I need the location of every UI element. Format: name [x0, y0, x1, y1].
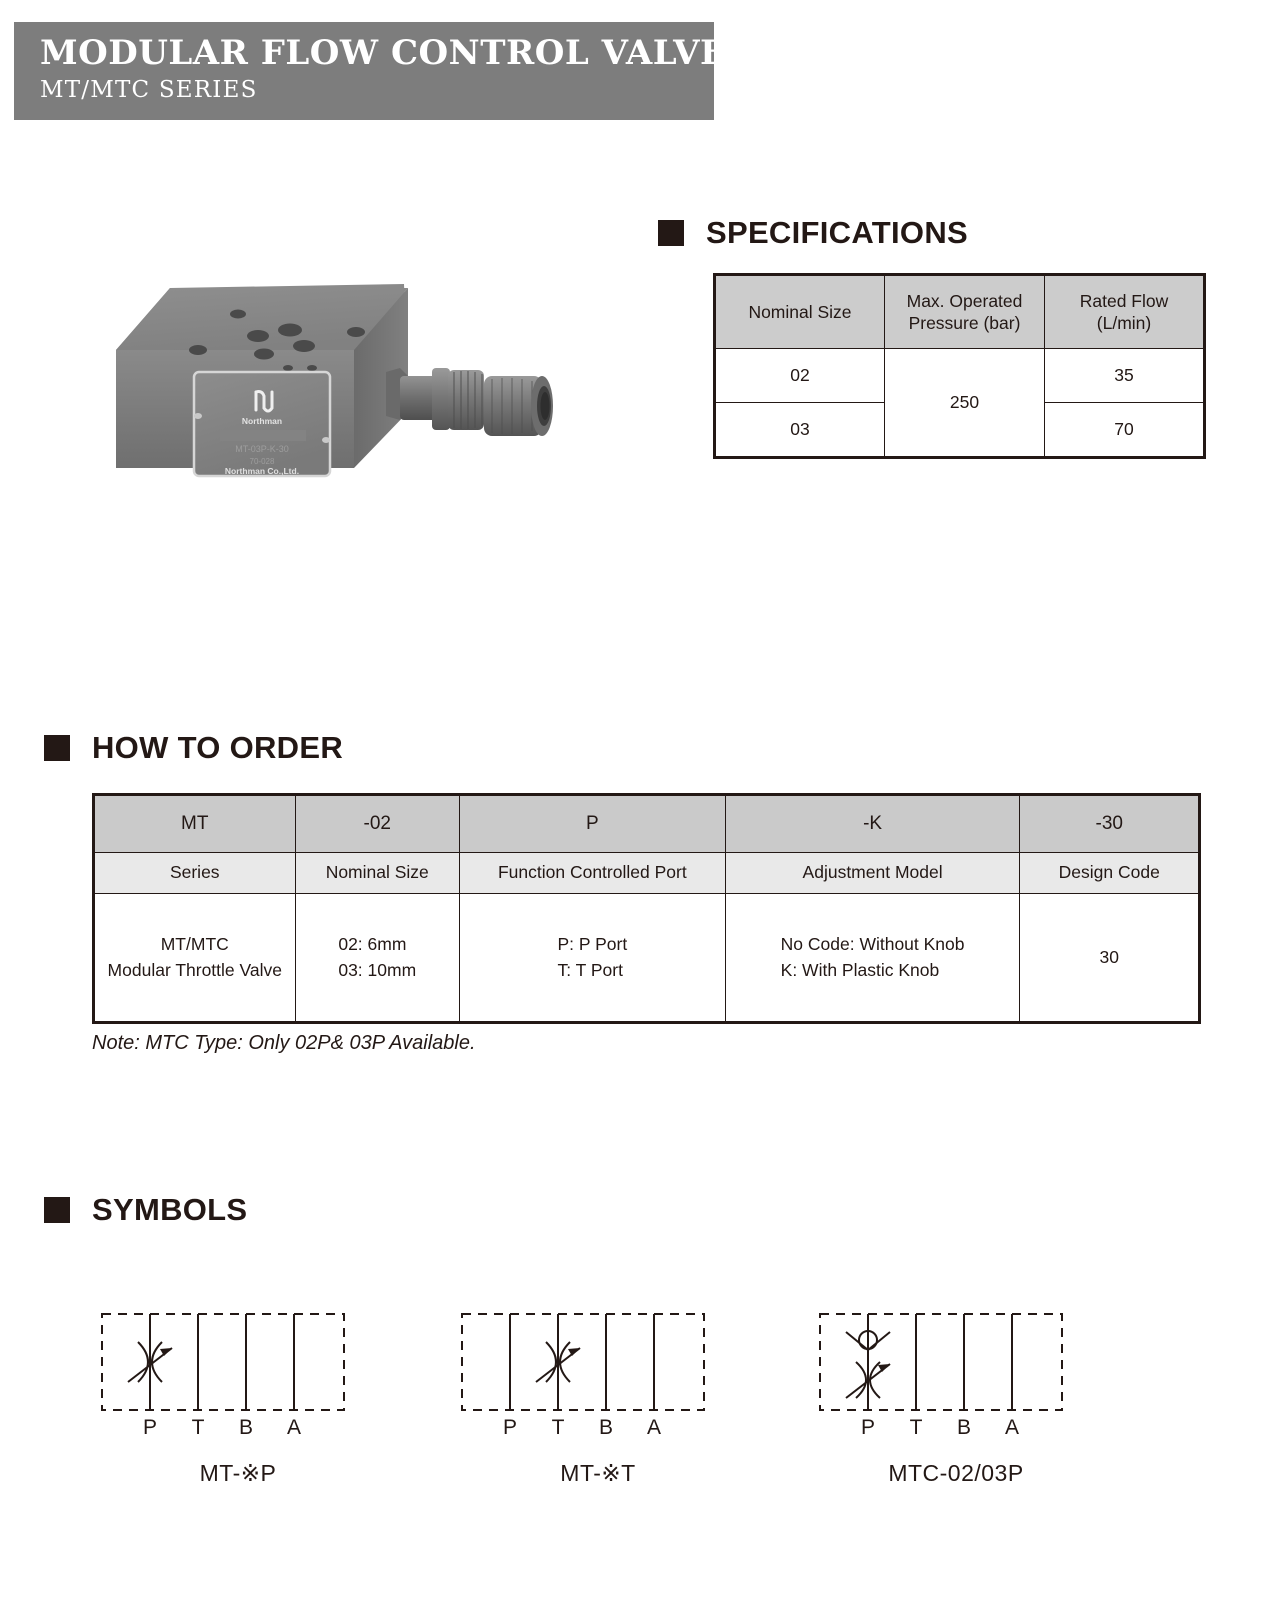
order-desc-line: Modular Throttle Valve: [107, 959, 282, 980]
spec-header-line: Rated Flow: [1079, 290, 1169, 311]
how-to-order-heading-label: HOW TO ORDER: [92, 730, 344, 765]
svg-text:Northman Co.,Ltd.: Northman Co.,Ltd.: [224, 466, 300, 476]
specifications-table: [713, 273, 1206, 459]
spec-header-row: [715, 275, 1205, 349]
order-desc-series: [94, 894, 296, 1023]
port-label-t: T: [191, 1416, 205, 1439]
port-label-t: T: [909, 1416, 923, 1439]
port-label-t: T: [551, 1416, 565, 1439]
port-label-a: A: [646, 1416, 662, 1439]
symbol-caption: MTC-02/03P: [888, 1460, 1024, 1486]
order-desc-line: 02: 6mm: [338, 934, 407, 955]
order-label-nominal-size: Nominal Size: [295, 853, 459, 894]
svg-text:70-028: 70-028: [249, 457, 275, 466]
svg-text:Northman: Northman: [241, 416, 283, 426]
symbols-row: [0, 1300, 1264, 1530]
order-desc-line: K: With Plastic Knob: [780, 959, 940, 980]
symbol-caption: MT-※T: [560, 1460, 636, 1486]
order-label-design-code: Design Code: [1020, 853, 1200, 894]
port-label-a: A: [1004, 1416, 1020, 1439]
port-label-b: B: [956, 1416, 972, 1439]
spec-cell-nominal-size: 02: [715, 349, 885, 403]
order-desc-line: MT/MTC: [160, 934, 229, 955]
spec-col-header-nominal-size: [715, 275, 885, 349]
order-desc-line: No Code: Without Knob: [780, 934, 965, 955]
order-desc-nominal-size: [295, 894, 459, 1023]
spec-header-line: Pressure (bar): [908, 313, 1021, 333]
symbol-diagram-mtc-p: [806, 1300, 1106, 1487]
product-photo: [108, 272, 578, 507]
symbols-section-heading: [44, 1192, 247, 1228]
order-code-design-code: -30: [1020, 795, 1200, 853]
order-desc-design-code: 30: [1020, 894, 1200, 1023]
order-desc-line: P: P Port: [557, 934, 628, 955]
spec-cell-nominal-size: 03: [715, 403, 885, 458]
page-title: MODULAR FLOW CONTROL VALVE: [40, 33, 727, 73]
order-desc-function-port: [459, 894, 725, 1023]
port-label-b: B: [238, 1416, 254, 1439]
specifications-section-heading: [658, 215, 968, 251]
order-code-row: [94, 795, 1200, 853]
order-desc-line: 03: 10mm: [338, 959, 417, 980]
table-row: [715, 349, 1205, 403]
port-label-p: P: [142, 1416, 158, 1439]
order-label-function-port: Function Controlled Port: [459, 853, 725, 894]
symbol-diagram-mt-t: [448, 1300, 748, 1487]
spec-cell-rated-flow: 70: [1045, 403, 1205, 458]
svg-text:MT-03P-K-30: MT-03P-K-30: [235, 444, 289, 454]
order-label-series: Series: [94, 853, 296, 894]
spec-header-line: Nominal Size: [748, 301, 852, 322]
section-marker-square: [44, 735, 70, 761]
order-code-nominal-size: -02: [295, 795, 459, 853]
specifications-heading-label: SPECIFICATIONS: [706, 215, 968, 250]
order-code-function-port: P: [459, 795, 725, 853]
order-desc-line: T: T Port: [557, 959, 623, 980]
symbol-graphic: [88, 1300, 388, 1450]
page-header-band: [14, 22, 727, 120]
section-marker-square: [658, 220, 684, 246]
symbols-heading-label: SYMBOLS: [92, 1192, 248, 1227]
spec-header-line: (L/min): [1096, 313, 1152, 333]
port-label-b: B: [598, 1416, 614, 1439]
order-description-row: [94, 894, 1200, 1023]
order-label-row: [94, 853, 1200, 894]
order-note: Note: MTC Type: Only 02P& 03P Available.: [92, 1032, 476, 1054]
section-marker-square: [44, 1197, 70, 1223]
spec-cell-max-pressure: 250: [885, 349, 1045, 458]
spec-header-line: Max. Operated: [906, 290, 1023, 311]
spec-col-header-max-pressure: [885, 275, 1045, 349]
order-code-adjustment-model: -K: [725, 795, 1020, 853]
symbol-graphic: [448, 1300, 748, 1450]
order-label-adjustment-model: Adjustment Model: [725, 853, 1020, 894]
page-subtitle: MT/MTC SERIES: [40, 77, 258, 103]
order-code-series: MT: [94, 795, 296, 853]
port-label-p: P: [502, 1416, 518, 1439]
spec-col-header-rated-flow: [1045, 275, 1205, 349]
port-label-a: A: [286, 1416, 302, 1439]
how-to-order-section-heading: [44, 730, 343, 766]
spec-cell-rated-flow: 35: [1045, 349, 1205, 403]
symbol-diagram-mt-p: [88, 1300, 388, 1487]
order-desc-adjustment-model: [725, 894, 1020, 1023]
symbol-caption: MT-※P: [199, 1460, 277, 1486]
port-label-p: P: [860, 1416, 876, 1439]
symbol-graphic: [806, 1300, 1106, 1450]
how-to-order-table: [92, 793, 1201, 1024]
